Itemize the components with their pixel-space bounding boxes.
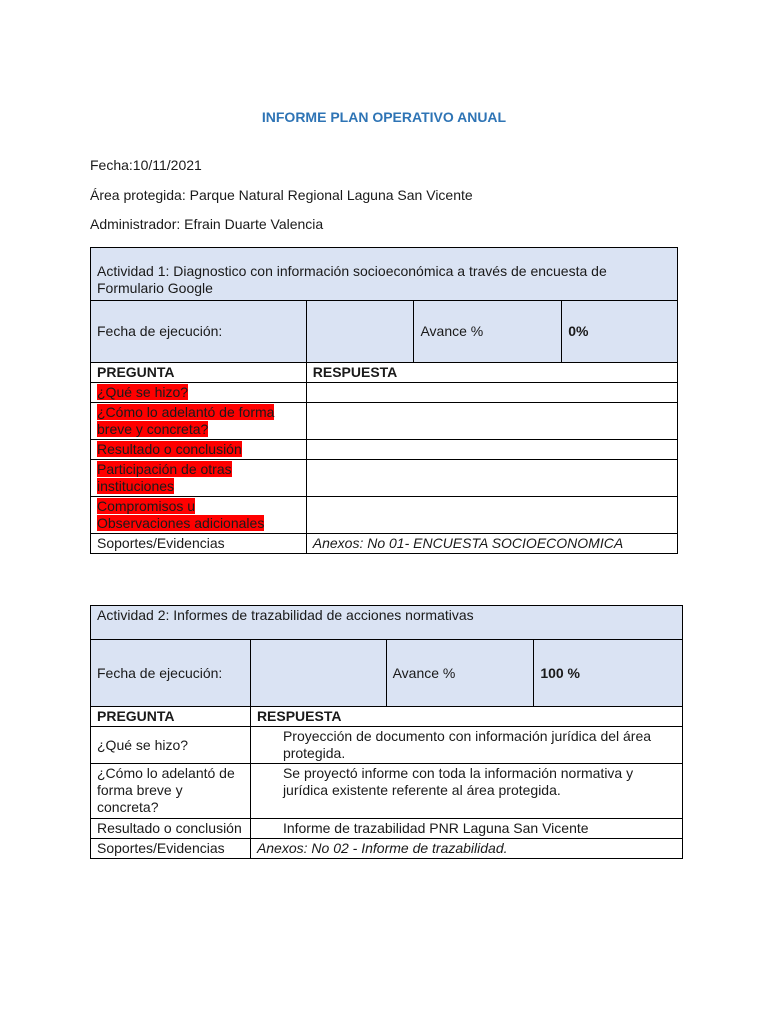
- soportes-value: Anexos: No 02 - Informe de trazabilidad.: [250, 839, 682, 859]
- activity-1-avance-value: 0%: [562, 301, 678, 363]
- table-row: [91, 534, 678, 554]
- activity-2-fecha-label: Fecha de ejecución:: [91, 640, 251, 707]
- question-cell: [91, 497, 307, 534]
- table-row: [91, 727, 683, 764]
- table-row: [91, 440, 678, 460]
- activity-2-col-pregunta: PREGUNTA: [91, 707, 251, 727]
- question-text: Observaciones adicionales: [97, 515, 265, 531]
- question-cell: [91, 440, 307, 460]
- area-line: Área protegida: Parque Natural Regional Laguna San Vicente: [90, 187, 473, 203]
- activity-2-col-respuesta: RESPUESTA: [250, 707, 682, 727]
- activity-2-avance-value: 100 %: [534, 640, 683, 707]
- question-cell: [91, 383, 307, 403]
- answer-cell: [306, 440, 677, 460]
- soportes-label: Soportes/Evidencias: [91, 839, 251, 859]
- table-row: [91, 383, 678, 403]
- activity-2-title: Actividad 2: Informes de trazabilidad de acciones normativas: [91, 606, 683, 640]
- answer-cell: [306, 497, 677, 534]
- question-cell: ¿Qué se hizo?: [91, 727, 251, 764]
- question-text: Compromisos u: [97, 498, 196, 514]
- soportes-value: Anexos: No 01- ENCUESTA SOCIOECONOMICA: [306, 534, 677, 554]
- table-row: [91, 839, 683, 859]
- table-row: [91, 460, 678, 497]
- question-cell: ¿Cómo lo adelantó de forma breve y concreta?: [91, 764, 251, 819]
- question-text: Participación de otras: [97, 461, 232, 477]
- question-text: instituciones: [97, 478, 175, 494]
- table-row: [91, 764, 683, 819]
- question-text: ¿Qué se hizo?: [97, 384, 189, 400]
- answer-cell: Proyección de documento con información jurídica del área protegida.: [250, 727, 682, 764]
- activity-2-fecha-value: [250, 640, 386, 707]
- answer-cell: [306, 383, 677, 403]
- answer-cell: [306, 403, 677, 440]
- table-row: [91, 497, 678, 534]
- activity-1-col-respuesta: RESPUESTA: [306, 363, 677, 383]
- answer-cell: Informe de trazabilidad PNR Laguna San Vicente: [250, 819, 682, 839]
- question-cell: [91, 460, 307, 497]
- administrador-line: Administrador: Efrain Duarte Valencia: [90, 216, 324, 232]
- question-text: Resultado o conclusión: [97, 441, 242, 457]
- question-text: ¿Cómo lo adelantó de forma: [97, 404, 275, 420]
- table-row: [91, 819, 683, 839]
- question-cell: Resultado o conclusión: [91, 819, 251, 839]
- question-text: breve y concreta?: [97, 421, 209, 437]
- table-row: [91, 403, 678, 440]
- activity-1-avance-label: Avance %: [414, 301, 562, 363]
- activity-1-fecha-label: Fecha de ejecución:: [91, 301, 307, 363]
- question-cell: [91, 403, 307, 440]
- soportes-label: Soportes/Evidencias: [91, 534, 307, 554]
- activity-1-col-pregunta: PREGUNTA: [91, 363, 307, 383]
- fecha-line: Fecha:10/11/2021: [90, 157, 202, 173]
- answer-cell: Se proyectó informe con toda la información normativa y jurídica existente referente al área protegida.: [250, 764, 682, 819]
- activity-1-fecha-value: [306, 301, 414, 363]
- activity-1-title: Actividad 1: Diagnostico con información socioeconómica a través de encuesta de Formulario Google: [91, 248, 678, 301]
- activity-2-avance-label: Avance %: [386, 640, 534, 707]
- page-title: INFORME PLAN OPERATIVO ANUAL: [261, 109, 507, 125]
- answer-cell: [306, 460, 677, 497]
- activity-2-table: [90, 605, 683, 859]
- activity-1-table: [90, 247, 678, 554]
